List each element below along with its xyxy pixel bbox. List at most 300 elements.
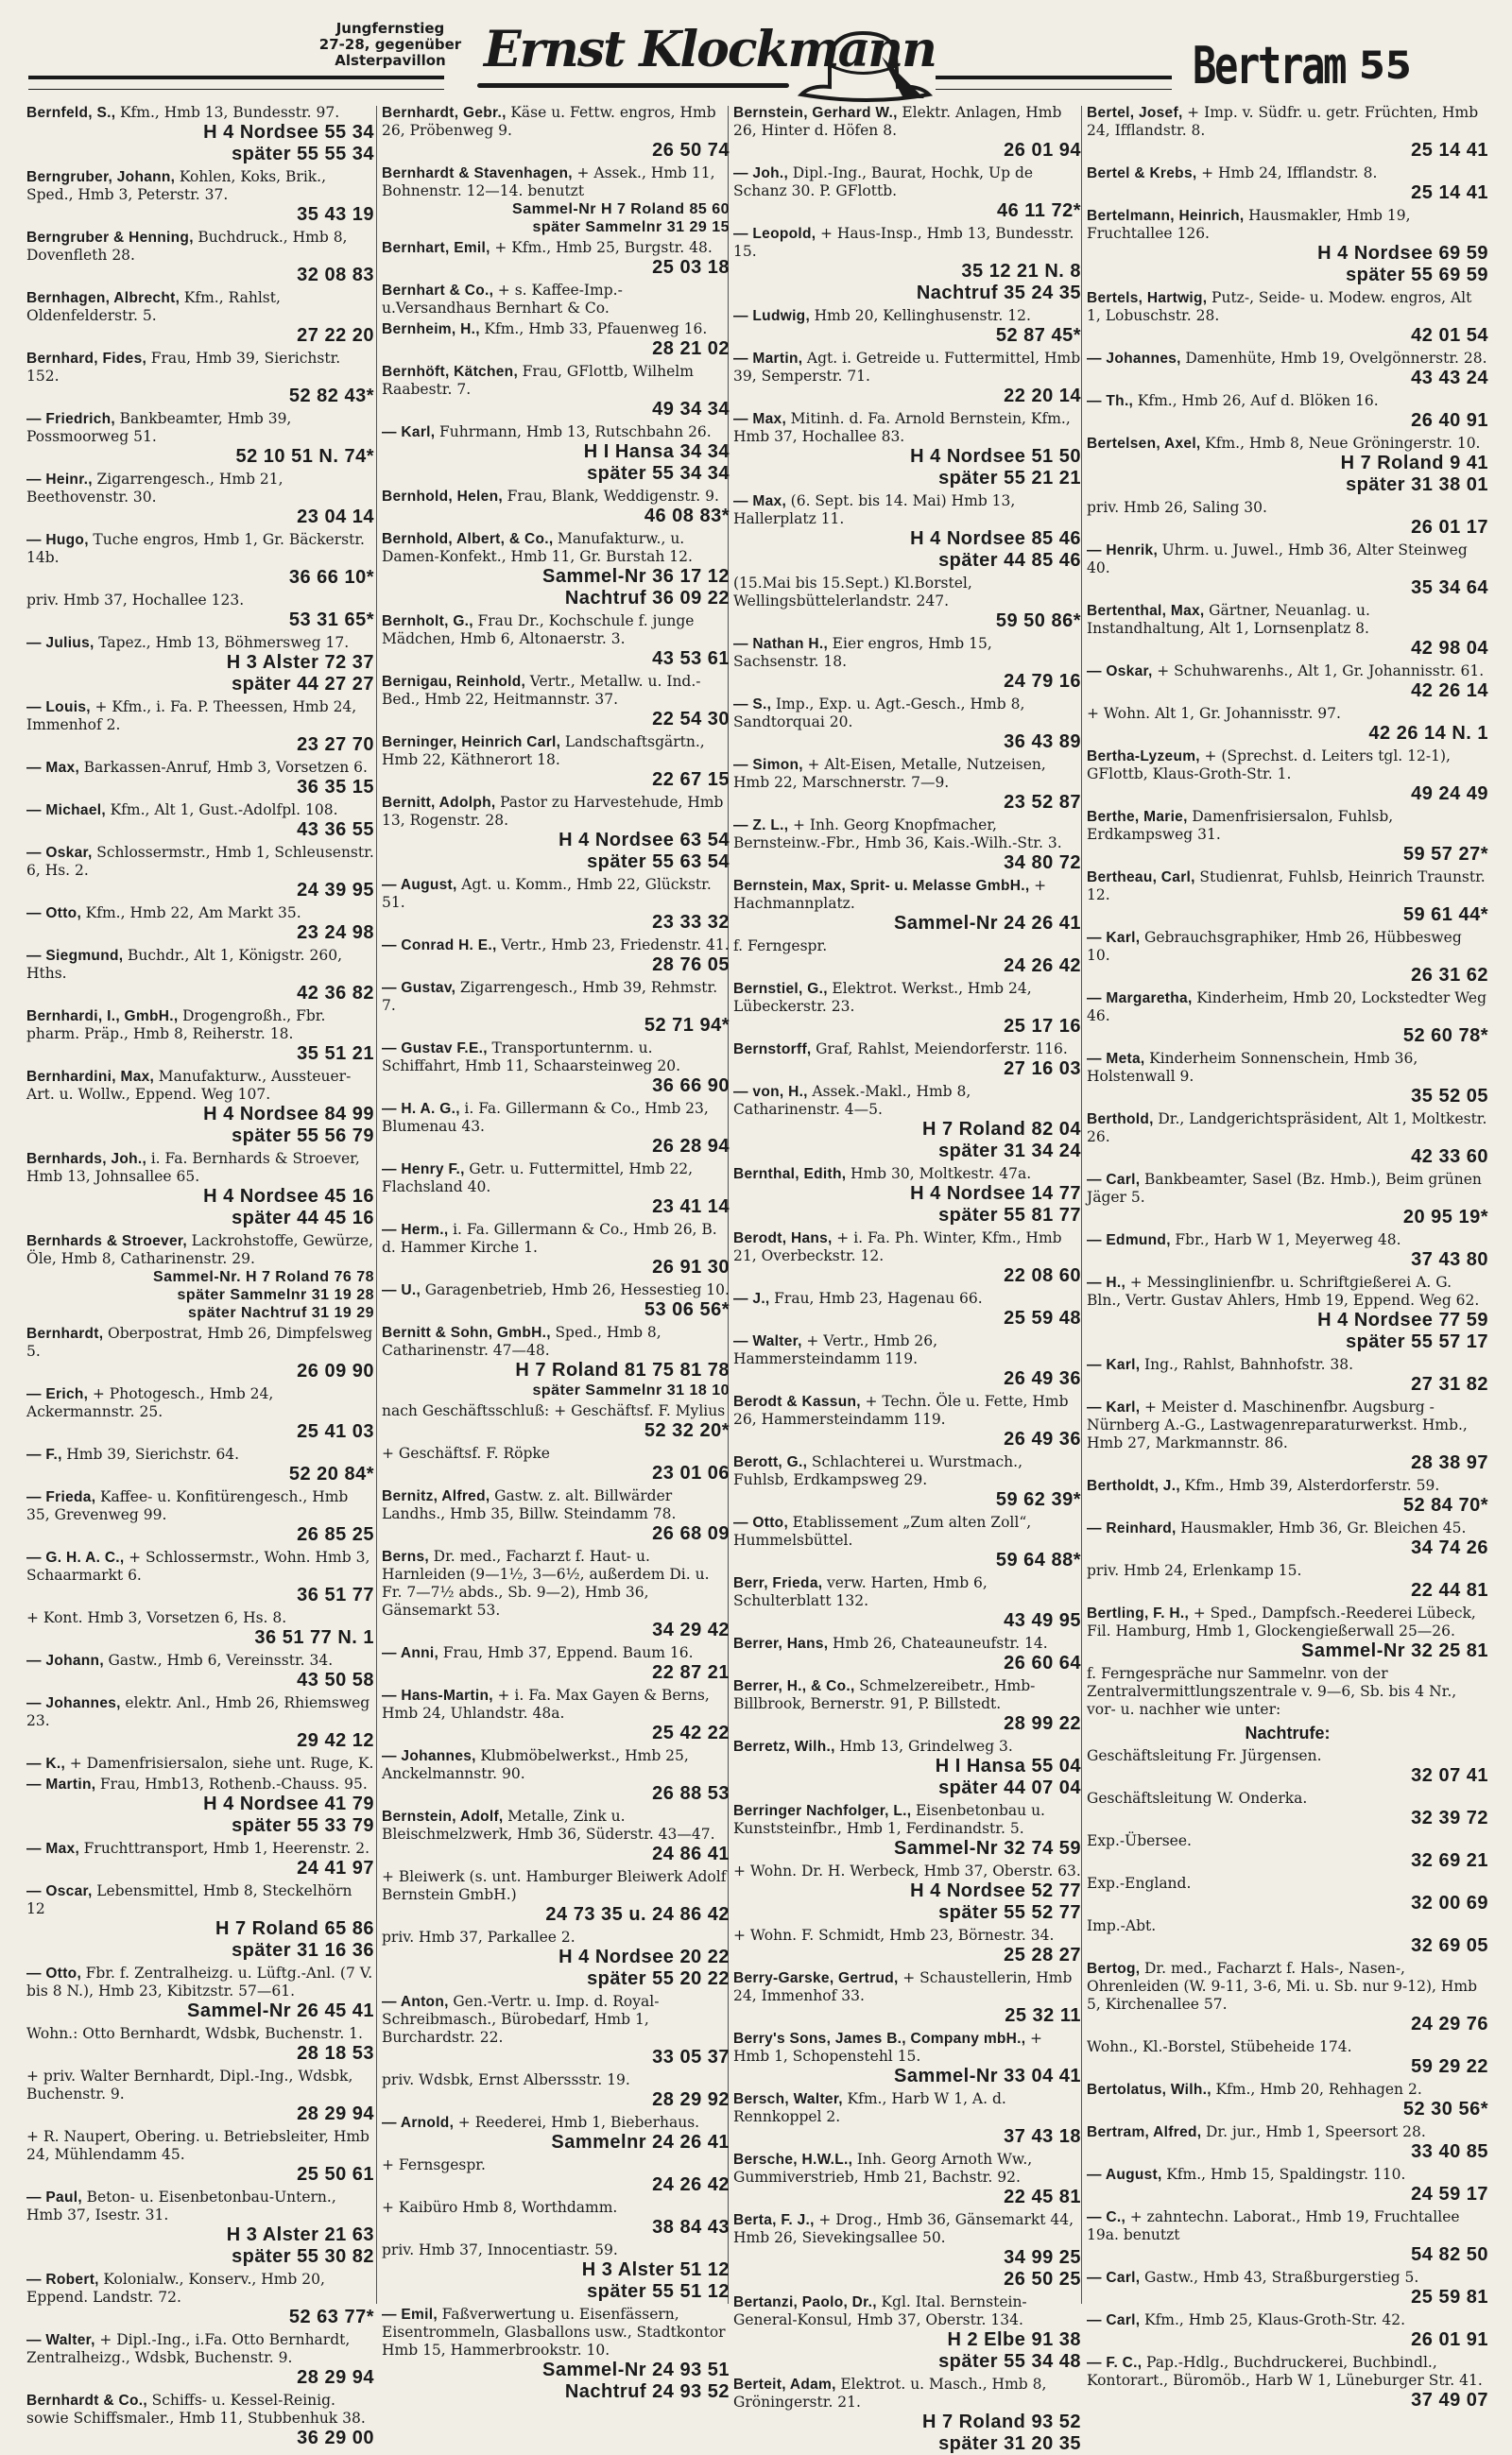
phone-number: 25 14 41 xyxy=(1411,140,1488,161)
phone-number: H 4 Nordsee 69 59 xyxy=(1317,243,1488,264)
entry-details: Garagenbetrieb, Hmb 26, Hessestieg 10. xyxy=(424,1281,730,1298)
entry-name: — Max, xyxy=(733,411,791,427)
phone-number: H 7 Roland 81 75 81 78 xyxy=(515,1360,730,1381)
entry-text xyxy=(382,612,730,648)
entry-details: Transportunternm. u. Schiffahrt, Hmb 11, Schaarsteinweg 20. xyxy=(382,1039,681,1074)
entry-details: + Hmb 24, Ifflandstr. 8. xyxy=(1201,164,1378,181)
entry-details: Graf, Rahlst, Meiendorferstr. 116. xyxy=(816,1040,1068,1057)
phone-number: 28 29 94 xyxy=(297,2103,374,2124)
entry-text xyxy=(733,1229,1081,1265)
entry-details: Kfm., Alt 1, Gust.-Adolfpl. 108. xyxy=(110,801,338,818)
directory-entry xyxy=(733,410,1081,489)
directory-entry xyxy=(382,1548,730,1641)
entry-details: Kaffee- u. Konfitürengesch., Hmb 35, Grevenweg 99. xyxy=(26,1488,349,1523)
entry-name: Bernhold, Albert, & Co., xyxy=(382,531,558,547)
phone-number: später Sammelnr 31 18 10 xyxy=(532,1382,730,1399)
directory-entry xyxy=(26,104,374,165)
entry-name: Bernfeld, S., xyxy=(26,105,120,121)
entry-name: — Gustav, xyxy=(382,980,460,996)
phone-number: 26 09 90 xyxy=(297,1361,374,1382)
entry-text xyxy=(382,239,730,257)
entry-name: Berodt & Kassun, xyxy=(733,1394,866,1410)
entry-text xyxy=(1087,1519,1488,1537)
phone-number: H 7 Roland 82 04 xyxy=(921,1119,1081,1140)
directory-entry xyxy=(1087,289,1488,347)
directory-entry xyxy=(26,634,374,695)
entry-details: Frau Dr., Kochschule f. junge Mädchen, Hmb 6, Altonaerstr. 3. xyxy=(382,612,695,647)
directory-entry xyxy=(26,2128,374,2186)
phone-number: 23 04 14 xyxy=(297,506,374,527)
directory-entry xyxy=(26,1652,374,1691)
entry-name: Bernitt, Adolph, xyxy=(382,795,501,811)
entry-text xyxy=(26,531,374,567)
entry-details: Fbr., Harb W 1, Meyerweg 48. xyxy=(1175,1231,1401,1248)
entry-name: Bertel & Krebs, xyxy=(1087,165,1202,181)
entry-details: + Meister d. Maschinenfbr. Augsburg - Nürnberg A.-G., Lastwagenreparaturwerkst. Hmb., Hmb 27, Markmannstr. 86. xyxy=(1087,1399,1468,1451)
directory-entry xyxy=(382,1324,730,1399)
phone-number: 49 24 49 xyxy=(1411,783,1488,804)
directory-entry xyxy=(733,937,1081,977)
entry-text xyxy=(1087,1790,1488,1808)
phone-number: 42 26 14 N. 1 xyxy=(1368,723,1488,744)
entry-text xyxy=(26,592,374,609)
phone-number: 22 87 21 xyxy=(652,1662,730,1683)
entry-details: Putz-, Seide- u. Modew. engros, Alt 1, Lobuschstr. 28. xyxy=(1087,289,1472,324)
directory-entry xyxy=(1087,541,1488,599)
directory-entry xyxy=(1087,435,1488,496)
entry-name: Berringer Nachfolger, L., xyxy=(733,1803,916,1819)
phone-number: 25 59 48 xyxy=(1004,1308,1081,1329)
entry-name: Berthe, Marie, xyxy=(1087,809,1193,825)
phone-number: 32 00 69 xyxy=(1411,1893,1488,1914)
phone-number: 25 17 16 xyxy=(1004,1016,1081,1037)
directory-entry xyxy=(733,1453,1081,1511)
entry-details: priv. Hmb 37, Hochallee 123. xyxy=(26,592,245,609)
phone-number: 26 91 30 xyxy=(652,1257,730,1278)
entry-details: Dr. jur., Hmb 1, Speersort 28. xyxy=(1205,2123,1426,2140)
phone-number: H 3 Alster 72 37 xyxy=(226,652,374,673)
entry-text xyxy=(733,575,1081,610)
phone-number: 26 49 36 xyxy=(1004,1429,1081,1450)
entry-details: Kinderheim Sonnenschein, Hmb 36, Holstenwall 9. xyxy=(1087,1050,1418,1085)
entry-name: — Michael, xyxy=(26,802,111,818)
entry-text xyxy=(26,350,374,386)
entry-name: — F. C., xyxy=(1087,2355,1146,2371)
entry-name: Bernstiel, G., xyxy=(733,981,833,997)
entry-name: Bernstein, Max, Sprit- u. Melasse GmbH., xyxy=(733,878,1035,894)
entry-text xyxy=(1087,289,1488,325)
entry-details: Kohlen, Koks, Brik., Sped., Hmb 3, Peterstr. 37. xyxy=(26,168,327,203)
entry-text xyxy=(26,1755,374,1773)
entry-text xyxy=(1087,1231,1488,1249)
directory-entry xyxy=(1087,2269,1488,2309)
entry-details: Kfm., Hmb 15, Spaldingstr. 110. xyxy=(1166,2166,1406,2183)
directory-entry xyxy=(382,2306,730,2403)
directory-entry xyxy=(26,1385,374,1443)
entry-text xyxy=(733,164,1081,200)
entry-details: Hmb 13, Grindelweg 3. xyxy=(839,1738,1013,1755)
phone-number: 28 21 02 xyxy=(652,338,730,359)
directory-entry xyxy=(733,1969,1081,2027)
entry-text xyxy=(382,1993,730,2047)
phone-number: 54 82 50 xyxy=(1411,2244,1488,2265)
entry-details: + i. Fa. Max Gayen & Berns, Hmb 24, Uhlandstr. 48a. xyxy=(382,1687,710,1722)
phone-number: Sammelnr 24 26 41 xyxy=(551,2132,730,2153)
entry-name: Berninger, Heinrich Carl, xyxy=(382,734,565,750)
phone-number: H I Hansa 34 34 xyxy=(583,441,730,462)
directory-entry xyxy=(1087,499,1488,539)
entry-name: Berodt, Hans, xyxy=(733,1230,837,1246)
entry-name: — Karl, xyxy=(1087,1357,1144,1373)
phone-number: 36 51 77 N. 1 xyxy=(254,1627,374,1648)
entry-details: Frau, Hmb 23, Hagenau 66. xyxy=(774,1290,983,1307)
entry-text xyxy=(1087,1605,1488,1640)
entry-name: — Z. L., xyxy=(733,817,793,833)
directory-entry xyxy=(26,844,374,901)
entry-name: Bernstorff, xyxy=(733,1041,816,1057)
phone-number: 28 76 05 xyxy=(652,954,730,975)
directory-entry xyxy=(733,1927,1081,1966)
directory-column-3 xyxy=(733,104,1081,2454)
entry-text xyxy=(1087,1562,1488,1580)
phone-number: 35 52 05 xyxy=(1411,1086,1488,1107)
phone-number: 49 34 34 xyxy=(652,399,730,420)
directory-entry xyxy=(733,350,1081,407)
directory-entry xyxy=(1087,2311,1488,2351)
entry-details: Pap.-Hdlg., Buchdruckerei, Buchbindl., Kontorart., Büromöb., Harb W 1, Lüneburger Str. 41. xyxy=(1087,2354,1483,2389)
entry-details: Schmelzereibetr., Hmb-Billbrook, Bernerstr. 91, P. Billstedt. xyxy=(733,1677,1036,1712)
entry-text xyxy=(26,2331,374,2367)
directory-entry xyxy=(26,592,374,631)
entry-details: Fbr. f. Zentralheizg. u. Lüftg.-Anl. (7 V. bis 8 N.), Hmb 23, Kibitzstr. 57—61. xyxy=(26,1965,373,2000)
phone-number: H 4 Nordsee 84 99 xyxy=(203,1104,374,1124)
phone-number: 42 01 54 xyxy=(1411,325,1488,346)
directory-entry xyxy=(382,1993,730,2069)
directory-entry xyxy=(733,1863,1081,1924)
directory-entry xyxy=(1087,1917,1488,1957)
phone-number: 24 39 95 xyxy=(297,880,374,901)
phone-number: 37 43 18 xyxy=(1004,2126,1081,2147)
phone-number: Nachtruf 35 24 35 xyxy=(916,283,1081,303)
phone-number: 34 74 26 xyxy=(1411,1537,1488,1558)
entry-text xyxy=(382,979,730,1015)
entry-name: Bernhart, Emil, xyxy=(382,240,495,256)
directory-entry xyxy=(733,1635,1081,1674)
entry-name: Bertelsen, Axel, xyxy=(1087,436,1206,452)
entry-details: Kgl. Ital. Bernstein-General-Konsul, Hmb 37, Oberstr. 134. xyxy=(733,2293,1027,2328)
directory-entry xyxy=(733,2211,1081,2291)
entry-details: Gastw., Hmb 43, Straßburgerstieg 5. xyxy=(1143,2269,1419,2286)
entry-details: Kfm., Hmb 20, Rehhagen 2. xyxy=(1215,2081,1422,2098)
entry-name: — Johannes, xyxy=(382,1748,481,1764)
phone-number: 26 40 91 xyxy=(1411,410,1488,431)
directory-entry xyxy=(1087,662,1488,702)
entry-details: Kfm., Hmb 33, Pfauenweg 16. xyxy=(484,320,708,337)
directory-entry xyxy=(382,1039,730,1097)
entry-name: — Arnold, xyxy=(382,2115,458,2131)
phone-number: 25 14 41 xyxy=(1411,182,1488,203)
entry-name: — Oskar, xyxy=(1087,663,1158,679)
entry-name: — Joh., xyxy=(733,165,793,181)
entry-details: Dr., Landgerichtspräsident, Alt 1, Moltkestr. 26. xyxy=(1087,1110,1487,1145)
directory-entry xyxy=(1087,1477,1488,1517)
entry-text xyxy=(382,2241,730,2259)
entry-text xyxy=(26,801,374,819)
directory-entry xyxy=(382,1402,730,1442)
entry-details: Fruchttransport, Hmb 1, Heerenstr. 2. xyxy=(83,1840,370,1857)
phone-number: 24 26 42 xyxy=(1004,955,1081,976)
entry-text xyxy=(1087,2311,1488,2329)
entry-text xyxy=(26,1232,374,1268)
phone-number: Nachtruf 24 93 52 xyxy=(564,2381,730,2402)
phone-number: später 55 63 54 xyxy=(587,851,730,872)
phone-number: 22 54 30 xyxy=(652,709,730,730)
phone-number: 24 29 76 xyxy=(1411,2014,1488,2034)
phone-number: 36 29 00 xyxy=(297,2428,374,2448)
entry-text xyxy=(26,410,374,446)
entry-name: — Hugo, xyxy=(26,532,94,548)
entry-name: Bernitt & Sohn, GmbH., xyxy=(382,1325,556,1341)
entry-details: verw. Harten, Hmb 6, Schulterblatt 132. xyxy=(733,1574,988,1609)
phone-number: 32 39 72 xyxy=(1411,1808,1488,1828)
directory-entry xyxy=(26,1609,374,1649)
entry-name: — Heinr., xyxy=(26,472,97,488)
phone-number: 23 41 14 xyxy=(652,1196,730,1217)
directory-entry xyxy=(26,531,374,589)
entry-name: — Paul, xyxy=(26,2189,87,2206)
phone-number: 42 36 82 xyxy=(297,983,374,1004)
entry-text xyxy=(26,1488,374,1524)
phone-number: 27 16 03 xyxy=(1004,1058,1081,1079)
entry-text xyxy=(733,1863,1081,1880)
entry-text xyxy=(1087,989,1488,1025)
directory-entry xyxy=(733,575,1081,632)
directory-entry xyxy=(382,164,730,236)
entry-text xyxy=(1087,392,1488,410)
entry-text xyxy=(1087,662,1488,680)
phone-number: 35 51 21 xyxy=(297,1043,374,1064)
entry-text xyxy=(1087,2208,1488,2244)
entry-details: Mitinh. d. Fa. Arnold Bernstein, Kfm., Hmb 37, Hochallee 83. xyxy=(733,410,1071,445)
entry-name: Bernitz, Alfred, xyxy=(382,1488,495,1504)
directory-entry xyxy=(1087,1356,1488,1396)
entry-text xyxy=(1087,164,1488,182)
phone-number: später Sammelnr 31 19 28 xyxy=(177,1287,374,1303)
phone-number: 32 69 21 xyxy=(1411,1850,1488,1871)
phone-number: 22 44 81 xyxy=(1411,1580,1488,1601)
entry-details: Damenfrisiersalon, Fuhlsb, Erdkampsweg 31. xyxy=(1087,808,1394,843)
directory-entry xyxy=(382,794,730,873)
entry-text xyxy=(733,2376,1081,2412)
entry-details: Gebrauchsgraphiker, Hmb 26, Hübbesweg 10. xyxy=(1087,929,1462,964)
hat-icon xyxy=(792,28,934,104)
entry-details: Kfm., Hmb 26, Auf d. Blöken 16. xyxy=(1137,392,1379,409)
phone-number: später 55 69 59 xyxy=(1346,265,1488,285)
entry-text xyxy=(733,1635,1081,1653)
entry-text xyxy=(26,904,374,922)
directory-entry xyxy=(1087,2354,1488,2412)
directory-entry xyxy=(382,1445,730,1485)
phone-number: 26 68 09 xyxy=(652,1523,730,1544)
entry-name: — Johann, xyxy=(26,1653,109,1669)
directory-entry xyxy=(382,1747,730,1805)
phone-number: 46 11 72* xyxy=(996,200,1081,221)
entry-text xyxy=(382,104,730,140)
entry-text xyxy=(1087,1050,1488,1086)
entry-name: Berngruber, Johann, xyxy=(26,169,180,185)
directory-entry xyxy=(1087,602,1488,660)
entry-name: — Ludwig, xyxy=(733,308,815,324)
directory-entry xyxy=(382,2199,730,2239)
entry-text xyxy=(733,1453,1081,1489)
directory-entry xyxy=(26,2189,374,2268)
directory-entry xyxy=(382,1929,730,1990)
entry-name: Bernhardi, I., GmbH., xyxy=(26,1008,183,1024)
entry-details: Käse u. Fettw. engros, Hmb 26, Pröbenweg 9. xyxy=(382,104,716,139)
phone-number: 36 66 90 xyxy=(652,1075,730,1096)
entry-name: — J., xyxy=(733,1291,775,1307)
entry-text xyxy=(382,673,730,709)
directory-entry xyxy=(733,2030,1081,2087)
directory-entry xyxy=(382,239,730,279)
entry-name: Bernhardt & Stavenhagen, xyxy=(382,165,577,181)
entry-details: (15.Mai bis 15.Sept.) Kl.Borstel, Wellingsbüttelerlandstr. 247. xyxy=(733,575,972,609)
entry-text xyxy=(1087,929,1488,965)
directory-entry xyxy=(733,492,1081,572)
phone-number: 52 60 78* xyxy=(1402,1025,1488,1046)
entry-name: — Margaretha, xyxy=(1087,990,1197,1006)
entry-details: f. Ferngespräche nur Sammelnr. von der Zentralvermittlungszentrale v. 9—6, Sb. bis 4 Nr., vor- u. nachher wie unter: xyxy=(1087,1665,1457,1718)
entry-name: Bernhold, Helen, xyxy=(382,489,507,505)
phone-number: 25 42 22 xyxy=(652,1723,730,1743)
phone-number: 26 01 94 xyxy=(1004,140,1081,161)
entry-text xyxy=(382,1868,730,1904)
entry-details: Faßverwertung u. Eisenfässern, Eisentrommeln, Glasballons usw., Stadtkontor Hmb 15, Hammerbrookstr. 10. xyxy=(382,2306,726,2359)
directory-entry xyxy=(1087,1747,1488,1787)
directory-entry xyxy=(382,423,730,485)
entry-details: Oberpostrat, Hmb 26, Dimpfelsweg 5. xyxy=(26,1325,373,1360)
directory-entry xyxy=(1087,808,1488,866)
directory-entry xyxy=(1087,1722,1488,1744)
entry-name: — Frieda, xyxy=(26,1489,100,1505)
entry-details: Kfm., Hmb 8, Neue Gröningerstr. 10. xyxy=(1205,435,1481,452)
entry-name: Bernhagen, Albrecht, xyxy=(26,290,184,306)
directory-entry xyxy=(1087,1171,1488,1228)
phone-number: H 3 Alster 21 63 xyxy=(226,2224,374,2245)
phone-number: 23 52 87 xyxy=(1004,792,1081,813)
entry-name: — Oskar, xyxy=(26,845,97,861)
directory-entry xyxy=(733,1229,1081,1287)
phone-number: 53 31 65* xyxy=(288,609,374,630)
entry-details: Dipl.-Ing., Baurat, Hochk, Up de Schanz 30. P. GFlottb. xyxy=(733,164,1034,199)
directory-entry xyxy=(733,1677,1081,1735)
phone-number: später 44 07 04 xyxy=(938,1777,1081,1798)
entry-text xyxy=(733,104,1081,140)
entry-text xyxy=(1087,1832,1488,1850)
entry-text xyxy=(382,1445,730,1463)
phone-number: Nachtruf 36 09 22 xyxy=(564,588,730,609)
entry-details: Hmb 39, Sierichstr. 64. xyxy=(66,1446,240,1463)
entry-text xyxy=(1087,2269,1488,2287)
entry-name: — Meta, xyxy=(1087,1051,1150,1067)
entry-name: Bertels, Hartwig, xyxy=(1087,290,1212,306)
entry-name: — Karl, xyxy=(1087,1399,1144,1416)
phone-number: Sammel-Nr. H 7 Roland 76 78 xyxy=(152,1269,374,1285)
entry-text xyxy=(382,363,730,399)
directory-entry xyxy=(382,979,730,1037)
entry-details: Exp.-Übersee. xyxy=(1087,1832,1192,1849)
entry-text xyxy=(26,1776,374,1794)
directory-entry xyxy=(733,1040,1081,1080)
entry-name: — S., xyxy=(733,696,776,712)
directory-entry xyxy=(1087,2038,1488,2078)
phone-number: 26 85 25 xyxy=(297,1524,374,1545)
entry-name: Berrer, H., & Co., xyxy=(733,1678,860,1694)
phone-number: 59 29 22 xyxy=(1411,2056,1488,2077)
entry-details: Frau, Hmb13, Rothenb.-Chauss. 95. xyxy=(99,1776,368,1793)
entry-name: Bertheau, Carl, xyxy=(1087,869,1200,885)
entry-text xyxy=(733,695,1081,731)
directory-entry xyxy=(382,2071,730,2111)
phone-number: 26 31 62 xyxy=(1411,965,1488,986)
entry-details: + zahntechn. Laborat., Hmb 19, Fruchtallee 19a. benutzt xyxy=(1087,2208,1460,2243)
entry-text xyxy=(1087,808,1488,844)
entry-details: + Schuhwarenhs., Alt 1, Gr. Johannisstr. 61. xyxy=(1157,662,1485,679)
phone-number: 28 29 94 xyxy=(297,2367,374,2388)
directory-entry xyxy=(26,1007,374,1065)
phone-number: 52 87 45* xyxy=(995,325,1081,346)
phone-number: 25 03 18 xyxy=(652,257,730,278)
directory-entry xyxy=(382,1100,730,1158)
entry-text xyxy=(26,1007,374,1043)
phone-number: Sammel-Nr 24 26 41 xyxy=(893,913,1081,934)
entry-text xyxy=(382,2071,730,2089)
entry-details: Elektrot. Werkst., Hmb 24, Lübeckerstr. 23. xyxy=(733,980,1032,1015)
directory-entry xyxy=(733,1290,1081,1330)
directory-entry xyxy=(1087,1832,1488,1872)
directory-entry xyxy=(382,530,730,609)
entry-details: Buchdruck., Hmb 8, Dovenfleth 28. xyxy=(26,229,348,264)
phone-number: Sammel-Nr 26 45 41 xyxy=(186,2000,374,2021)
directory-entry xyxy=(26,1325,374,1382)
entry-details: Uhrm. u. Juwel., Hmb 36, Alter Steinweg 40. xyxy=(1087,541,1468,576)
entry-text xyxy=(733,2293,1081,2329)
entry-details: + Schlossermstr., Wohn. Hmb 3, Schaarmarkt 6. xyxy=(26,1549,370,1584)
phone-number: 22 45 81 xyxy=(1004,2187,1081,2207)
entry-details: i. Fa. Gillermann & Co., Hmb 23, Blumenau 43. xyxy=(382,1100,709,1135)
entry-text xyxy=(382,1548,730,1620)
entry-text xyxy=(733,937,1081,955)
directory-entry xyxy=(382,363,730,421)
entry-name: Bertanzi, Paolo, Dr., xyxy=(733,2294,882,2310)
entry-details: Gastw. z. alt. Billwärder Landhs., Hmb 35, Billw. Steindamm 78. xyxy=(382,1487,677,1522)
entry-name: — Karl, xyxy=(382,424,439,440)
entry-name: — Martin, xyxy=(26,1777,100,1793)
entry-details: + Techn. Öle u. Fette, Hmb 26, Hammersteindamm 119. xyxy=(733,1393,1069,1428)
directory-entry xyxy=(26,904,374,944)
entry-text xyxy=(382,164,730,200)
directory-entry xyxy=(1087,2081,1488,2120)
directory-entry xyxy=(26,410,374,468)
phone-number: später Sammelnr 31 29 15 xyxy=(532,219,730,235)
phone-number: 32 08 83 xyxy=(297,265,374,285)
entry-details: Kfm., Hmb 25, Klaus-Groth-Str. 42. xyxy=(1143,2311,1406,2328)
entry-text xyxy=(382,423,730,441)
entry-text xyxy=(1087,1665,1488,1719)
directory-entry xyxy=(26,2068,374,2125)
phone-number: 52 71 94* xyxy=(644,1015,730,1036)
phone-number: 32 69 05 xyxy=(1411,1935,1488,1956)
